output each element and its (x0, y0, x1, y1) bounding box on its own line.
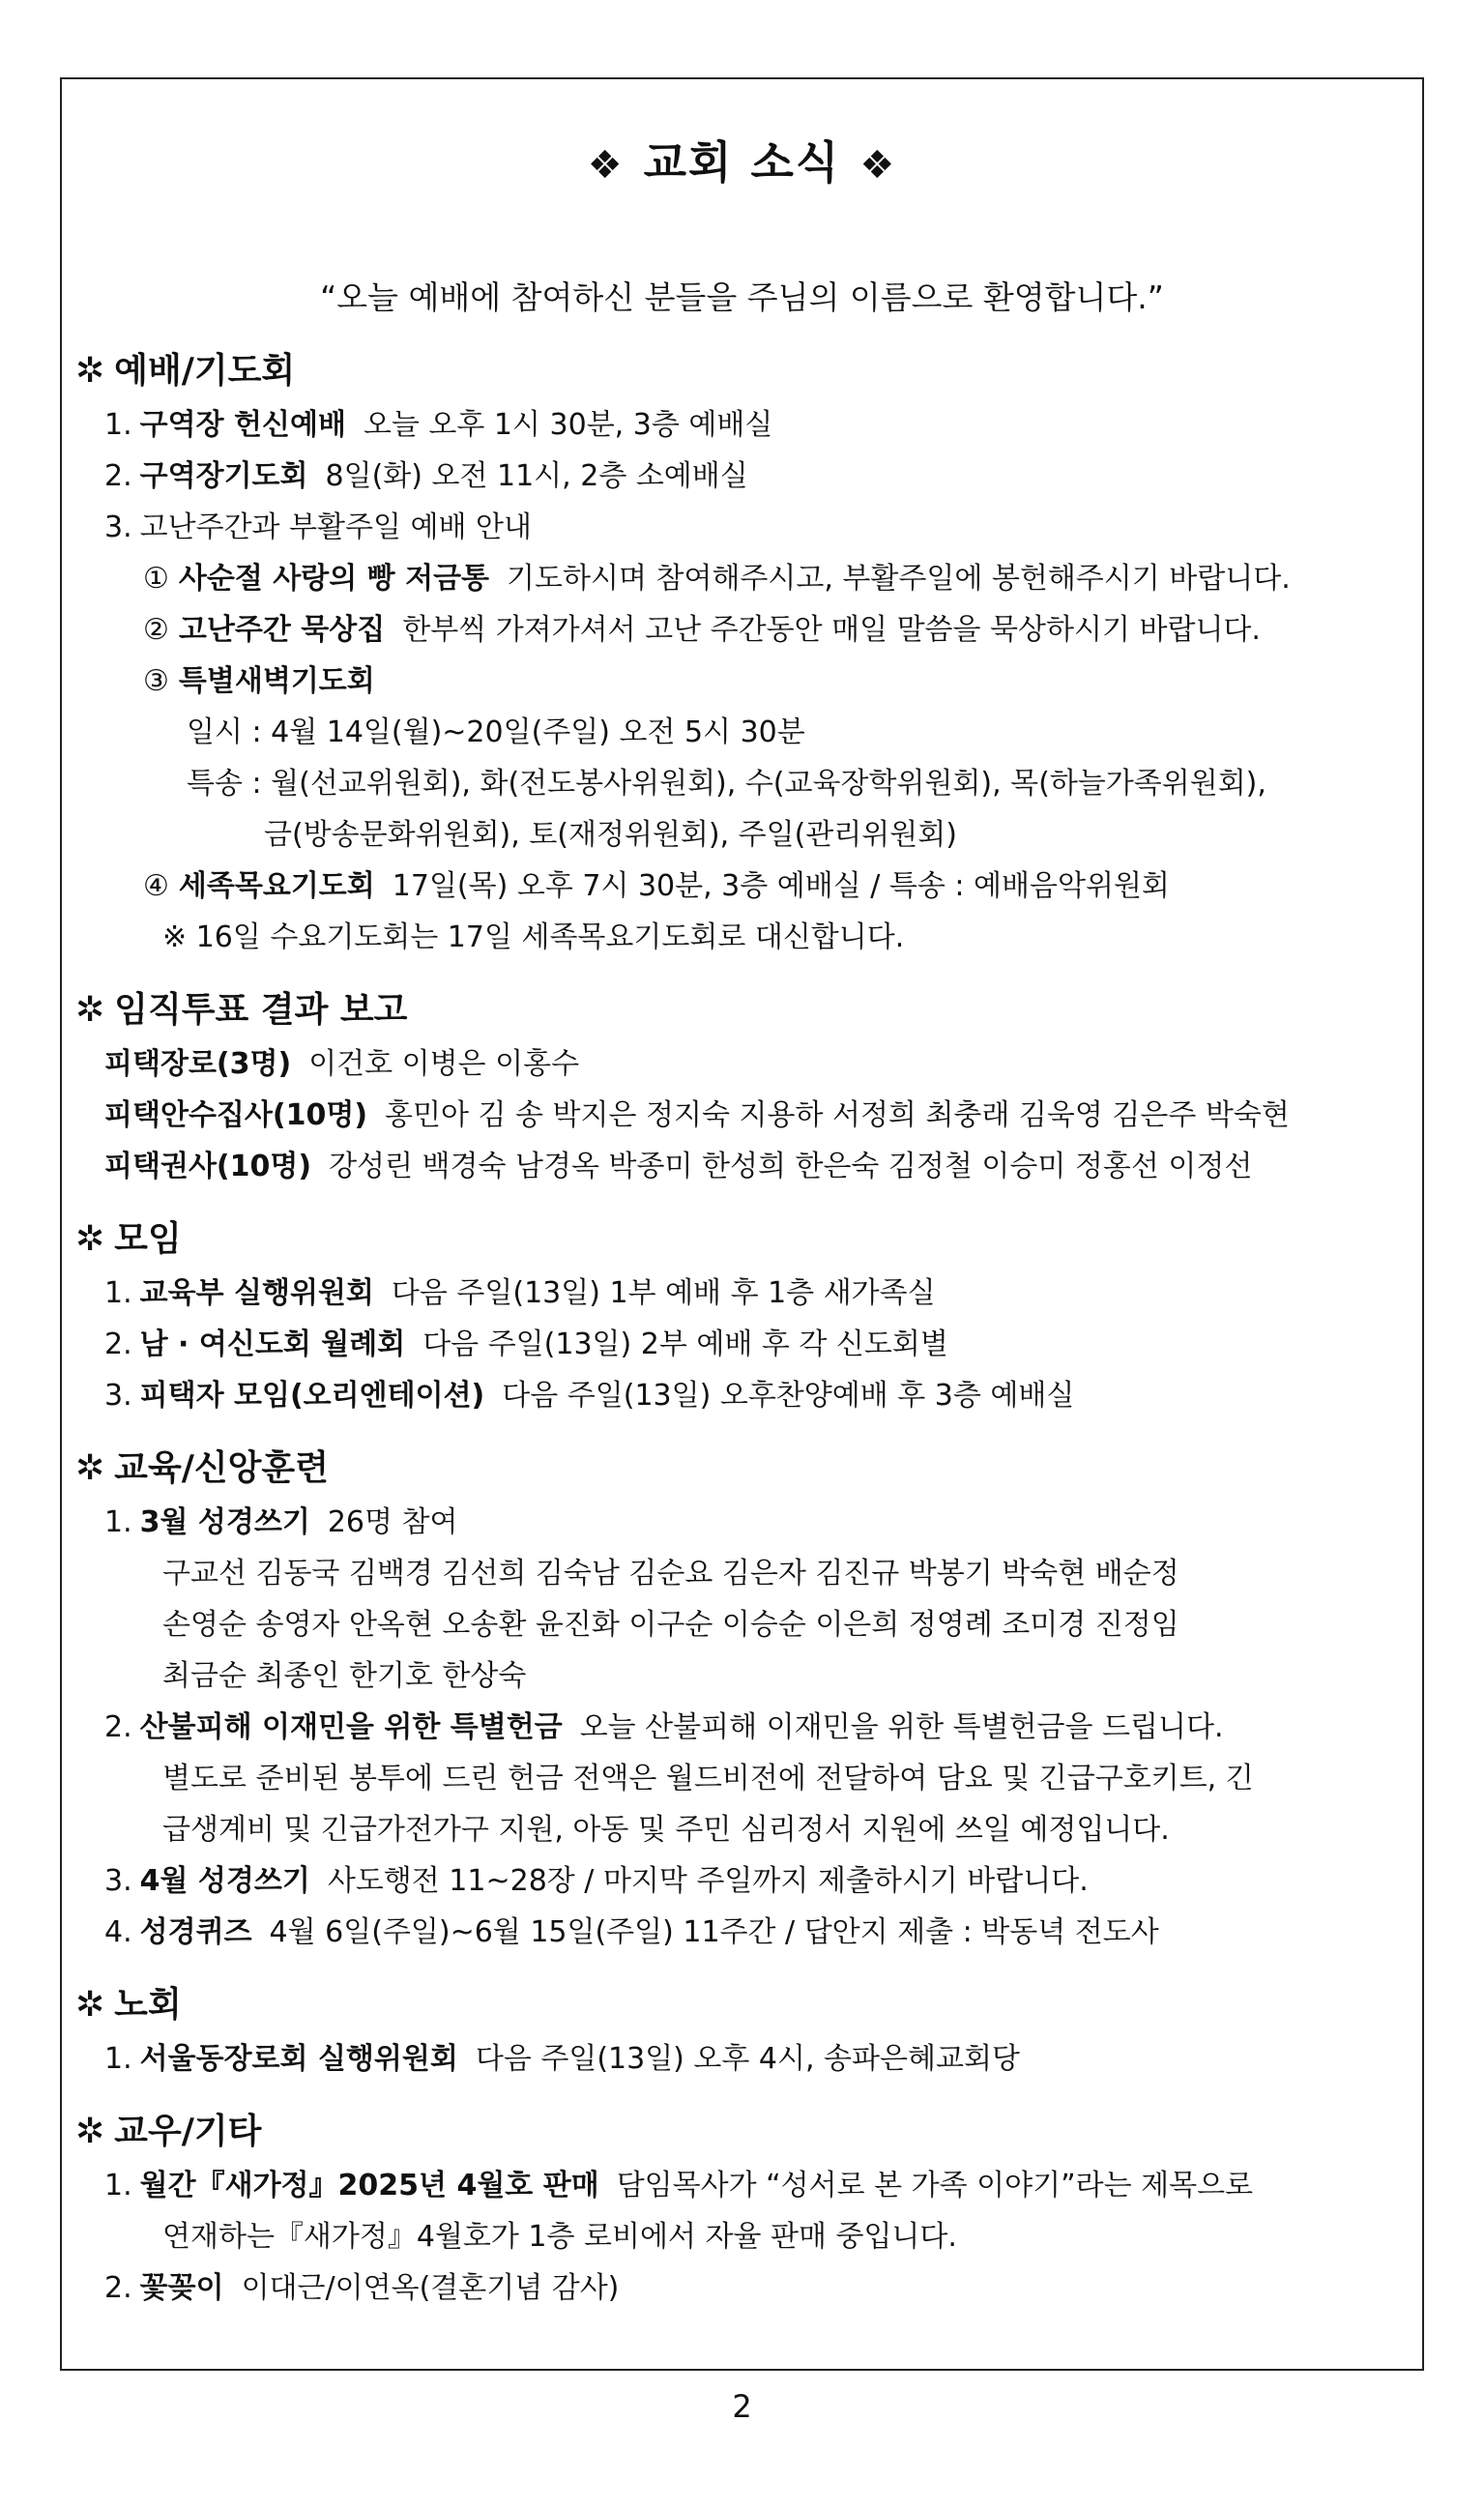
list-item: 2. 산불피해 이재민을 위한 특별헌금 오늘 산불피해 이재민을 위한 특별헌금을 드립니다. (104, 1710, 1224, 1744)
sub-item: ② 고난주간 묵상집 한부씩 가져가셔서 고난 주간동안 매일 말씀을 묵상하시기 바랍니다. (143, 613, 1261, 647)
list-item: 1. 교육부 실행위원회 다음 주일(13일) 1부 예배 후 1층 새가족실 (104, 1276, 936, 1310)
section-worship (75, 343, 1419, 963)
sub-item: ④ 세족목요기도회 17일(목) 오후 7시 30분, 3층 예배실 / 특송 : 예배음악위원회 (143, 869, 1170, 903)
list-item: 1. 3월 성경쓰기 26명 참여 (104, 1505, 458, 1539)
sub-item: ③ 특별새벽기도회 (143, 664, 375, 698)
detail-line: 급생계비 및 긴급가전가구 지원, 아동 및 주민 심리정서 지원에 쓰일 예정입니다. (162, 1813, 1170, 1847)
list-item: 2. 남 · 여신도회 월례회 다음 주일(13일) 2부 예배 후 각 신도회별 (104, 1327, 948, 1361)
list-item: 2. 구역장기도회 8일(화) 오전 11시, 2층 소예배실 (104, 459, 748, 493)
list-item: 1. 서울동장로회 실행위원회 다음 주일(13일) 오후 4시, 송파은혜교회당 (104, 2042, 1020, 2076)
welcome-message: “오늘 예배에 참여하신 분들을 주님의 이름으로 환영합니다.” (320, 278, 1164, 316)
section-heading: ✲ 임직투표 결과 보고 (75, 990, 408, 1030)
diamond-ornament-icon: ❖ (587, 143, 625, 188)
detail-line: 금(방송문화위원회), 토(재정위원회), 주일(관리위원회) (264, 818, 957, 852)
asterisk-icon: ✲ (75, 2112, 105, 2151)
news-content (75, 343, 1419, 2333)
list-item: 2. 꽃꽂이 이대근/이연옥(결혼기념 감사) (104, 2271, 620, 2305)
detail-line: 별도로 준비된 봉투에 드린 헌금 전액은 월드비전에 전달하여 담요 및 긴급구호키트, 긴 (162, 1762, 1254, 1795)
list-item: 4. 성경퀴즈 4월 6일(주일)~6월 15일(주일) 11주간 / 답안지 제출 : 박동녁 전도사 (104, 1915, 1159, 1949)
list-item: 3. 피택자 모임(오리엔테이션) 다음 주일(13일) 오후찬양예배 후 3층 예배실 (104, 1379, 1075, 1413)
section-heading: ✲ 교육/신앙훈련 (75, 1448, 329, 1488)
section-election (75, 982, 1419, 1192)
sub-item: ① 사순절 사랑의 빵 저금통 기도하시며 참여해주시고, 부활주일에 봉헌해주시기 바랍니다. (143, 562, 1291, 596)
section-heading: ✲ 교우/기타 (75, 2112, 262, 2151)
section-meetings (75, 1211, 1419, 1421)
section-presbytery (75, 1977, 1419, 2085)
asterisk-icon: ✲ (75, 351, 105, 391)
detail-line: 일시 : 4월 14일(월)~20일(주일) 오전 5시 30분 (187, 715, 805, 749)
asterisk-icon: ✲ (75, 990, 105, 1030)
asterisk-icon: ✲ (75, 1219, 105, 1259)
list-item: 3. 고난주간과 부활주일 예배 안내 (104, 511, 532, 544)
detail-line: 특송 : 월(선교위원회), 화(전도봉사위원회), 수(교육장학위원회), 목(하늘가족위원회), (187, 767, 1266, 801)
list-item: 3. 4월 성경쓰기 사도행전 11~28장 / 마지막 주일까지 제출하시기 바랍니다. (104, 1864, 1089, 1898)
diamond-ornament-icon: ❖ (859, 143, 897, 188)
list-item: 피택권사(10명) 강성린 백경숙 남경옥 박종미 한성희 한은숙 김정철 이승미 정홍선 이정선 (104, 1150, 1253, 1183)
asterisk-icon: ✲ (75, 1448, 105, 1488)
section-members (75, 2104, 1419, 2314)
detail-line: 최금순 최종인 한기호 한상숙 (162, 1659, 527, 1693)
note-line: ※ 16일 수요기도회는 17일 세족목요기도회로 대신합니다. (162, 920, 905, 954)
section-heading: ✲ 노회 (75, 1985, 182, 2025)
section-heading: ✲ 모임 (75, 1219, 182, 1259)
list-item: 피택안수집사(10명) 홍민아 김 송 박지은 정지숙 지용하 서정희 최충래 김욱영 김은주 박숙현 (104, 1098, 1290, 1132)
page-title (0, 128, 1484, 191)
detail-line: 손영순 송영자 안옥현 오송환 윤진화 이구순 이승순 이은희 정영례 조미경 진정임 (162, 1608, 1179, 1642)
list-item: 1. 구역장 헌신예배 오늘 오후 1시 30분, 3층 예배실 (104, 408, 773, 442)
asterisk-icon: ✲ (75, 1985, 105, 2025)
list-item: 1. 월간『새가정』2025년 4월호 판매 담임목사가 “성서로 본 가족 이야기”라는 제목으로 (104, 2169, 1254, 2203)
detail-line: 구교선 김동국 김백경 김선희 김숙남 김순요 김은자 김진규 박봉기 박숙현 배순정 (162, 1557, 1179, 1590)
section-education (75, 1441, 1419, 1958)
page-number: 2 (732, 2388, 752, 2425)
section-heading: ✲ 예배/기도회 (75, 351, 296, 391)
list-item: 피택장로(3명) 이건호 이병은 이홍수 (104, 1047, 580, 1081)
title-text: 교회 소식 (643, 136, 841, 189)
detail-line: 연재하는『새가정』4월호가 1층 로비에서 자율 판매 중입니다. (162, 2220, 957, 2254)
